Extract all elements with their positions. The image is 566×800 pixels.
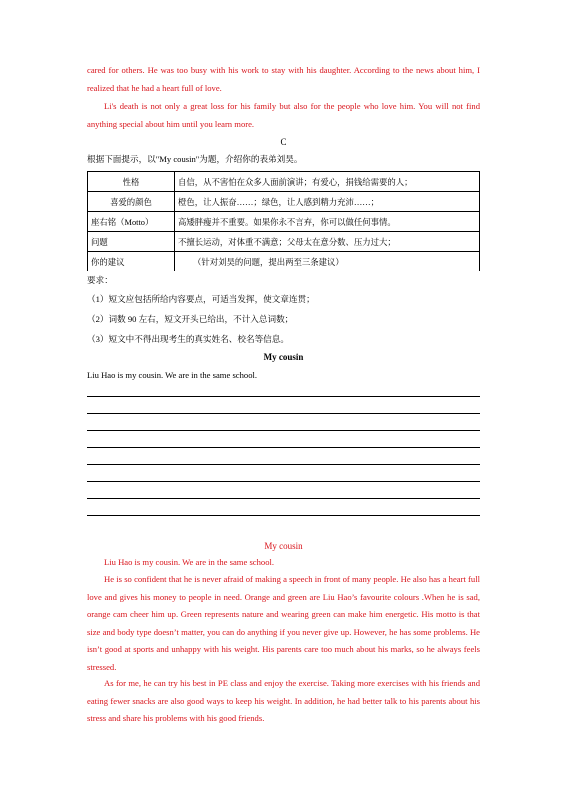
table-label: 座右铭（Motto） [88, 212, 175, 232]
table-value: 不擅长运动，对体重不满意；父母太在意分数、压力过大； [175, 232, 480, 252]
essay-start: Liu Hao is my cousin. We are in the same school. [87, 370, 258, 380]
requirement-item: （3）短文中不得出现考生的真实姓名、校名等信息。 [87, 334, 289, 344]
table-row [88, 192, 480, 212]
writing-line [87, 396, 480, 397]
requirement-item: （1）短文应包括所给内容要点，可适当发挥，使文章连贯； [87, 294, 315, 304]
table-label: 问题 [88, 232, 175, 252]
answer-paragraph-1: Liu Hao is my cousin. We are in the same school. [104, 557, 275, 567]
table-label: 喜爱的颜色 [88, 192, 175, 212]
table-row [88, 252, 480, 272]
task-prompt: 根据下面提示，以"My cousin"为题，介绍你的表弟刘昊。 [87, 154, 303, 164]
requirements-heading: 要求： [87, 275, 113, 285]
table-row [88, 232, 480, 252]
table-value: 高矮胖瘦并不重要。如果你永不言弃，你可以做任何事情。 [175, 212, 480, 232]
info-table [87, 171, 480, 271]
requirement-item: （2）词数 90 左右，短文开头已给出，不计入总词数； [87, 314, 294, 324]
table-row [88, 212, 480, 232]
answer-paragraph-2: He is so confident that he is never afraid of making a speech in front of many people. He also has a heart full love and gives his money to people in need. Orange and green are Liu Hao’s favourite colours .When he is sad, orange cam cheer him up. Green represents nature and wearing green can make him energetic. His motto is that size and body type doesn’t matter, you can do anything if you never give up. However, he has some problems. He isn’t good at sports and unhappy with his weight. His parents care too much about his marks, so he always feels stressed. [87, 574, 480, 672]
intro-paragraph-2: Li's death is not only a great loss for his family but also for the people who love him. You will not find anything special about him until you learn more. [87, 101, 480, 129]
answer-paragraph-3: As for me, he can try his best in PE class and enjoy the exercise. Taking more exercises with his friends and eating fewer snacks are also good ways to keep his weight. In addition, he had better talk to his parents about his stress and share his problems with his good friends. [87, 678, 480, 723]
writing-line [87, 464, 480, 465]
table-value: 橙色，让人振奋……；绿色，让人感到精力充沛……； [175, 192, 480, 212]
answer-title: My cousin [264, 541, 303, 551]
table-label: 性格 [88, 172, 175, 192]
table-row [88, 172, 480, 192]
writing-line [87, 515, 480, 516]
intro-paragraph-1: cared for others. He was too busy with his work to stay with his daughter. According to the news about him, I realized that he had a heart full of love. [87, 65, 480, 93]
table-label: 你的建议 [88, 252, 175, 272]
section-letter: C [280, 137, 287, 147]
writing-line [87, 413, 480, 414]
writing-line [87, 498, 480, 499]
essay-title: My cousin [263, 352, 304, 362]
table-value: （针对刘昊的问题，提出两至三条建议） [175, 252, 480, 272]
writing-line [87, 430, 480, 431]
writing-line [87, 481, 480, 482]
table-value: 自信，从不害怕在众多人面前演讲；有爱心，捐钱给需要的人； [175, 172, 480, 192]
writing-line [87, 447, 480, 448]
